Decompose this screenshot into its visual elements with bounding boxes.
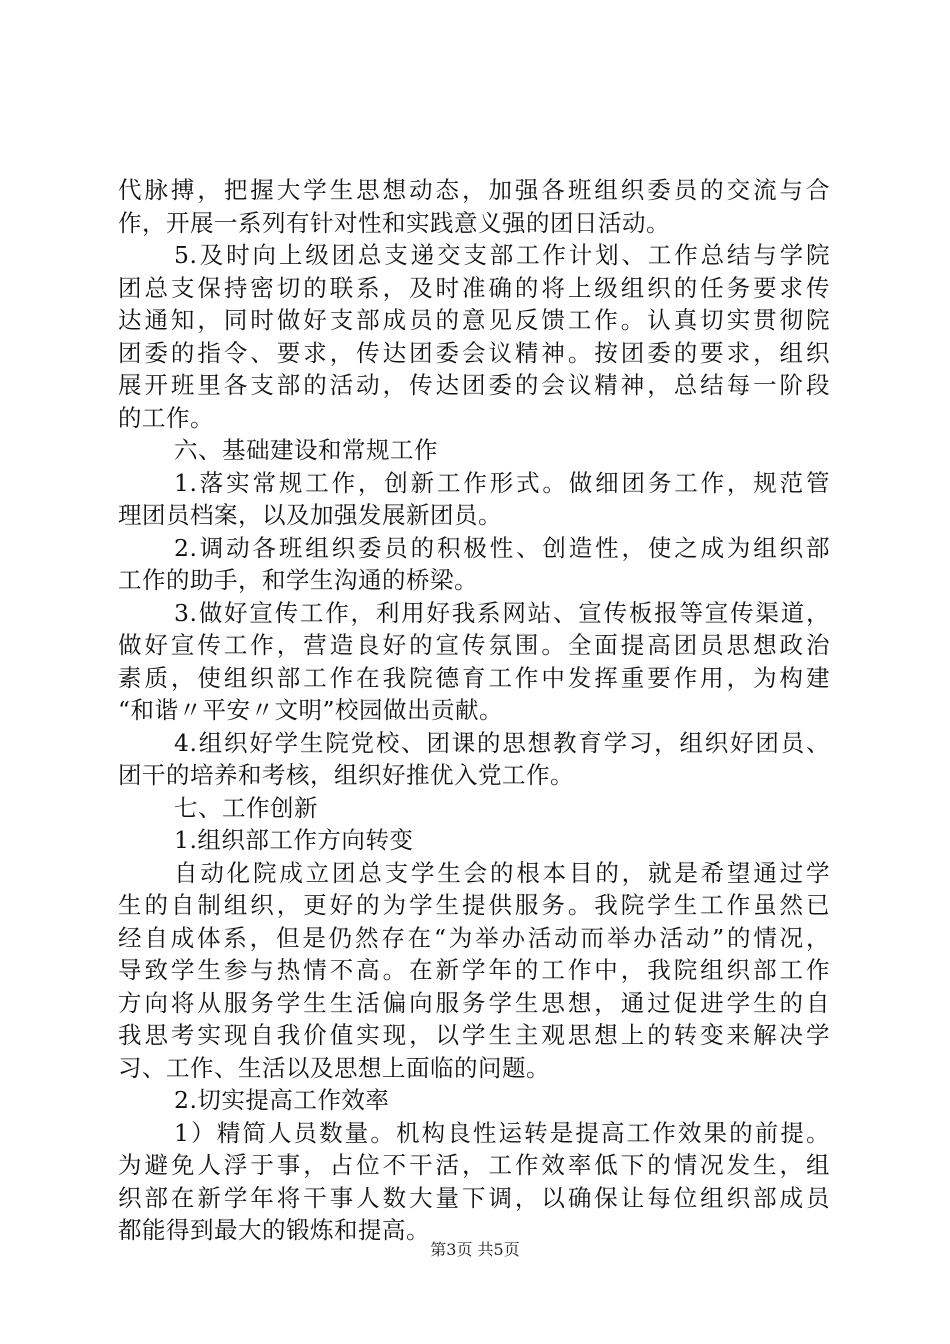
text-line: 自动化院成立团总支学生会的根本目的，就是希望通过学 xyxy=(174,858,830,887)
text-line: 方向将从服务学生生活偏向服务学生思想，通过促进学生的自 xyxy=(118,988,830,1017)
text-line: 5.及时向上级团总支递交支部工作计划、工作总结与学院 xyxy=(174,241,830,269)
text-line: 团干的培养和考核，组织好推优入党工作。 xyxy=(118,761,574,789)
text-line: 4.组织好学生院党校、团课的思想教育学习，组织好团员、 xyxy=(174,728,830,757)
text-line: 素质，使组织部工作在我院德育工作中发挥重要作用，为构建 xyxy=(118,663,830,692)
text-line: 做好宣传工作，营造良好的宣传氛围。全面提高团员思想政治 xyxy=(118,631,830,659)
text-line: “和谐〃平安〃文明”校园做出贡献。 xyxy=(118,696,504,724)
text-line: 的工作。 xyxy=(118,403,214,432)
text-line: 团总支保持密切的联系，及时准确的将上级组织的任务要求传 xyxy=(118,273,830,302)
text-line: 1.组织部工作方向转变 xyxy=(174,826,414,854)
text-line: 我思考实现自我价值实现，以学生主观思想上的转变来解决学 xyxy=(118,1021,830,1049)
text-line: 2.调动各班组织委员的积极性、创造性，使之成为组织部 xyxy=(174,533,830,562)
page-footer: 第3页 共5页 xyxy=(430,1240,520,1259)
text-line: 展开班里各支部的活动，传达团委的会议精神，总结每一阶段 xyxy=(118,371,830,399)
text-line: 六、基础建设和常规工作 xyxy=(174,436,438,464)
text-line: 生的自制组织，更好的为学生提供服务。我院学生工作虽然已 xyxy=(118,891,830,919)
text-line: 1.落实常规工作，创新工作形式。做细团务工作，规范管 xyxy=(174,468,830,497)
text-line: 织部在新学年将干事人数大量下调，以确保让每位组织部成员 xyxy=(118,1183,830,1212)
text-line: 工作的助手，和学生沟通的桥梁。 xyxy=(118,566,478,594)
text-line: 经自成体系，但是仍然存在“为举办活动而举办活动”的情况， xyxy=(118,923,830,952)
text-line: 七、工作创新 xyxy=(174,793,318,822)
text-line: 1）精简人员数量。机构良性运转是提高工作效果的前提。 xyxy=(174,1118,830,1147)
text-line: 都能得到最大的锻炼和提高。 xyxy=(118,1216,430,1244)
text-line: 导致学生参与热情不高。在新学年的工作中，我院组织部工作 xyxy=(118,956,830,984)
text-line: 为避免人浮于事，占位不干活，工作效率低下的情况发生，组 xyxy=(118,1151,830,1179)
text-line: 达通知，同时做好支部成员的意见反馈工作。认真切实贯彻院 xyxy=(118,306,830,334)
text-line: 作，开展一系列有针对性和实践意义强的团日活动。 xyxy=(118,208,670,237)
text-line: 理团员档案，以及加强发展新团员。 xyxy=(118,501,502,529)
text-line: 代脉搏，把握大学生思想动态，加强各班组织委员的交流与合 xyxy=(118,176,830,204)
document-body xyxy=(118,174,830,1247)
text-line: 习、工作、生活以及思想上面临的问题。 xyxy=(118,1053,550,1082)
text-line: 3.做好宣传工作，利用好我系网站、宣传板报等宣传渠道， xyxy=(174,598,830,627)
text-line: 团委的指令、要求，传达团委会议精神。按团委的要求，组织 xyxy=(118,338,830,367)
text-line: 2.切实提高工作效率 xyxy=(174,1086,390,1114)
